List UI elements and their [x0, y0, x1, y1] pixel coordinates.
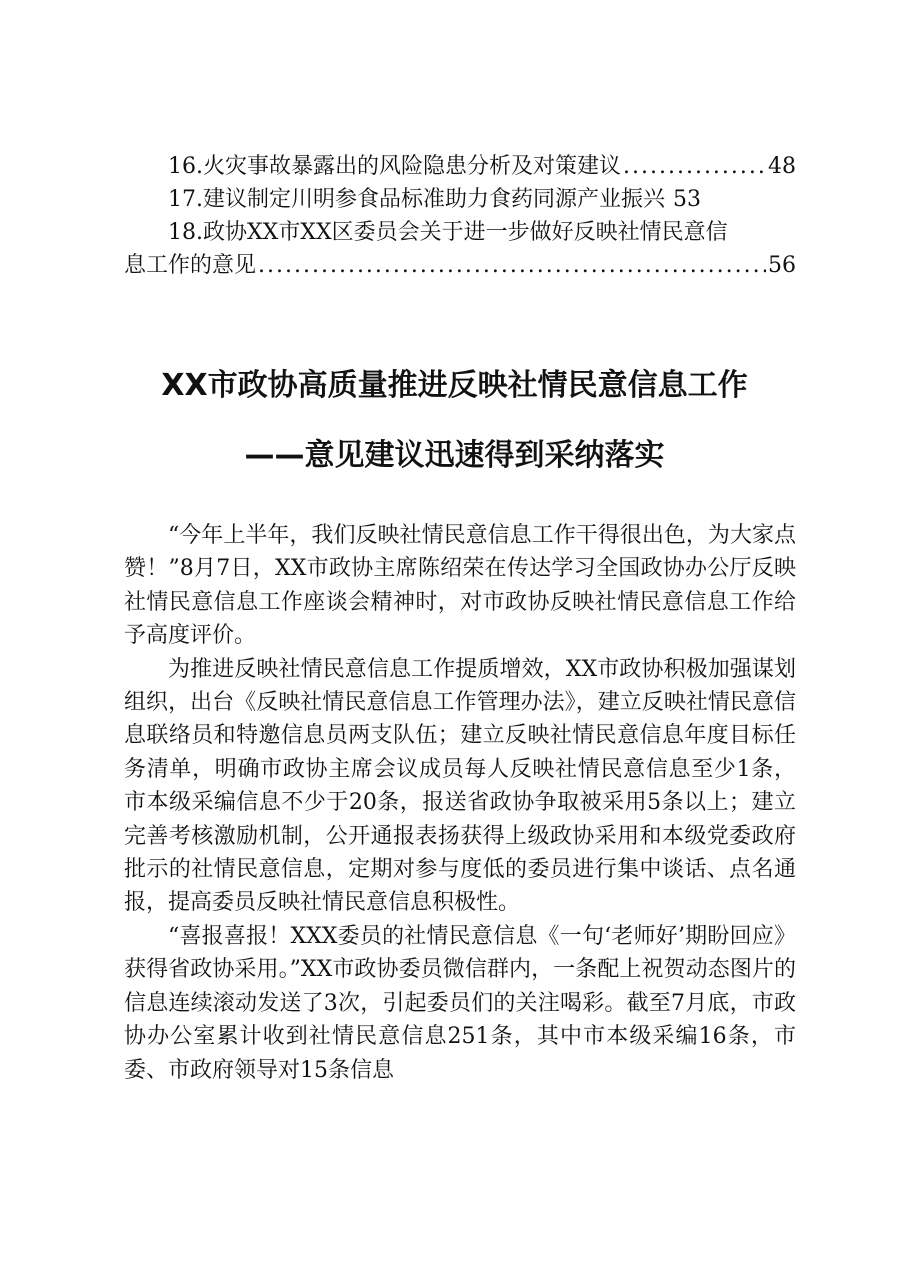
toc-item-18-line2[interactable] — [124, 249, 796, 282]
toc-item-text: 17.建议制定川明参食品标准助力食药同源产业振兴 — [168, 187, 665, 212]
toc-leader-dots — [623, 150, 766, 183]
toc-leader-dots — [258, 249, 766, 282]
paragraph-2: 为推进反映社情民意信息工作提质增效，XX市政协积极加强谋划组织，出台《反映社情民意信息工作管理办法》，建立反映社情民意信息联络员和特邀信息员两支队伍；建立反映社情民意信息年度目标任务清单，明确市政协主席会议成员每人反映社情民意信息至少1条，市本级采编信息不少于20条，报送省政协争取被采用5条以上；建立完善考核激励机制，公开通报表扬获得上级政协采用和本级党委政府批示的社情民意信息，定期对参与度低的委员进行集中谈话、点名通报，提高委员反映社情民意信息积极性。 — [124, 656, 796, 916]
toc-item-17[interactable] — [124, 183, 796, 216]
toc-page-number: 48 — [768, 154, 796, 179]
toc-item-text: 16.火灾事故暴露出的风险隐患分析及对策建议 — [168, 154, 621, 179]
toc-page-number: 53 — [673, 187, 701, 212]
toc-item-text: 息工作的意见 — [124, 253, 257, 278]
table-of-contents — [124, 150, 796, 282]
toc-page-number: 56 — [768, 253, 796, 278]
article-title: XX市政协高质量推进反映社情民意信息工作 — [161, 368, 748, 403]
paragraph-1: “今年上半年，我们反映社情民意信息工作干得很出色，为大家点赞！”8月7日，XX市政协主席陈绍荣在传达学习全国政协办公厅反映社情民意信息工作座谈会精神时，对市政协反映社情民意信息工作给予高度评价。 — [124, 523, 796, 649]
toc-item-18-line1[interactable] — [124, 216, 796, 249]
article-body — [124, 519, 796, 1087]
article-subtitle: ——意见建议迅速得到采纳落实 — [244, 438, 665, 473]
paragraph-3: “喜报喜报！XXX委员的社情民意信息《一句‘老师好’期盼回应》获得省政协采用。”XX市政协委员微信群内，一条配上祝贺动态图片的信息连续滚动发送了3次，引起委员们的关注喝彩。截至7月底，市政协办公室累计收到社情民意信息251条，其中市本级采编16条，市委、市政府领导对15条信息 — [124, 923, 796, 1083]
toc-item-16[interactable] — [124, 150, 796, 183]
toc-item-text: 18.政协XX市XX区委员会关于进一步做好反映社情民意信 — [168, 220, 728, 245]
